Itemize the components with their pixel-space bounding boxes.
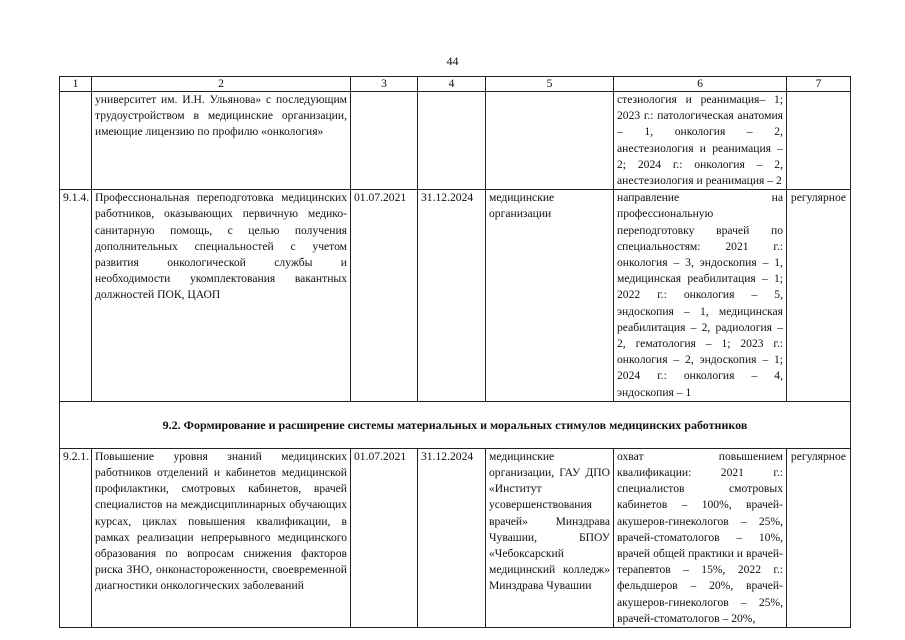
periodicity-cell: регулярное	[787, 448, 851, 627]
periodicity-cell	[787, 92, 851, 190]
table-row	[60, 190, 851, 402]
end-date-cell: 31.12.2024	[418, 190, 486, 402]
column-header: 7	[787, 77, 851, 92]
start-date-cell: 01.07.2021	[351, 448, 418, 627]
indicator-cell: стезиология и реанимация– 1; 2023 г.: патологическая анатомия – 1, онкология – 2, анестезиология и реанимация – 2; 2024 г.: онкология – 2, анестезиология и реанимация – 2	[614, 92, 787, 190]
column-header: 2	[92, 77, 351, 92]
action-cell: университет им. И.Н. Ульянова» с последующим трудоустройством в медицинские организации, имеющие лицензию по профилю «онкология»	[92, 92, 351, 190]
executor-cell	[486, 92, 614, 190]
start-date-cell: 01.07.2021	[351, 190, 418, 402]
row-number	[60, 92, 92, 190]
table-row	[60, 448, 851, 627]
column-header: 6	[614, 77, 787, 92]
column-header: 1	[60, 77, 92, 92]
section-heading-row	[60, 401, 851, 448]
end-date-cell	[418, 92, 486, 190]
column-number-row	[60, 77, 851, 92]
row-number: 9.1.4.	[60, 190, 92, 402]
measures-table	[59, 76, 851, 628]
indicator-cell: охват повышением квалификации: 2021 г.: специалистов смотровых кабинетов – 100%, врачей-акушеров-гинекологов – 25%, врачей-стоматологов – 10%, врачей общей практики и врачей-терапевтов – 15%, 2022 г.: фельдшеров – 20%, врачей-акушеров-гинекологов – 25%, врачей-стоматологов – 20%,	[614, 448, 787, 627]
indicator-cell: направление на профессиональную переподготовку врачей по специальностям: 2021 г.: онкология – 3, эндоскопия – 1, медицинская реабилитация – 1; 2022 г.: онкология – 5, эндоскопия – 1, медицинская реабилитация – 2, радиология – 2, гематология – 1; 2023 г.: онкология – 2, эндоскопия – 1; 2024 г.: онкология – 4, эндоскопия – 1	[614, 190, 787, 402]
action-cell: Профессиональная переподготовка медицинских работников, оказывающих первичную медико-санитарную помощь, с целью получения дополнительных специальностей с учетом развития онкологической службы и необходимости укомплектования вакантных должностей ПОК, ЦАОП	[92, 190, 351, 402]
column-header: 5	[486, 77, 614, 92]
column-header: 4	[418, 77, 486, 92]
executor-cell: медицинские организации	[486, 190, 614, 402]
table-row	[60, 92, 851, 190]
row-number: 9.2.1.	[60, 448, 92, 627]
periodicity-cell: регулярное	[787, 190, 851, 402]
start-date-cell	[351, 92, 418, 190]
action-cell: Повышение уровня знаний медицинских работников отделений и кабинетов медицинской профилактики, смотровых кабинетов, врачей специалистов на междисциплинарных обучающих курсах, циклах повышения квалификации, в рамках реализации непрерывного медицинского образования по вопросам снижения факторов риска ЗНО, онконастороженности, своевременной диагностики онкологических заболеваний	[92, 448, 351, 627]
page-number: 44	[446, 54, 459, 68]
column-header: 3	[351, 77, 418, 92]
executor-cell: медицинские организации, ГАУ ДПО «Институт усовершенствования врачей» Минздрава Чувашии, БПОУ «Чебоксарский медицинский колледж» Минздрава Чувашии	[486, 448, 614, 627]
end-date-cell: 31.12.2024	[418, 448, 486, 627]
section-title: 9.2. Формирование и расширение системы материальных и моральных стимулов медицинских работников	[60, 401, 851, 448]
